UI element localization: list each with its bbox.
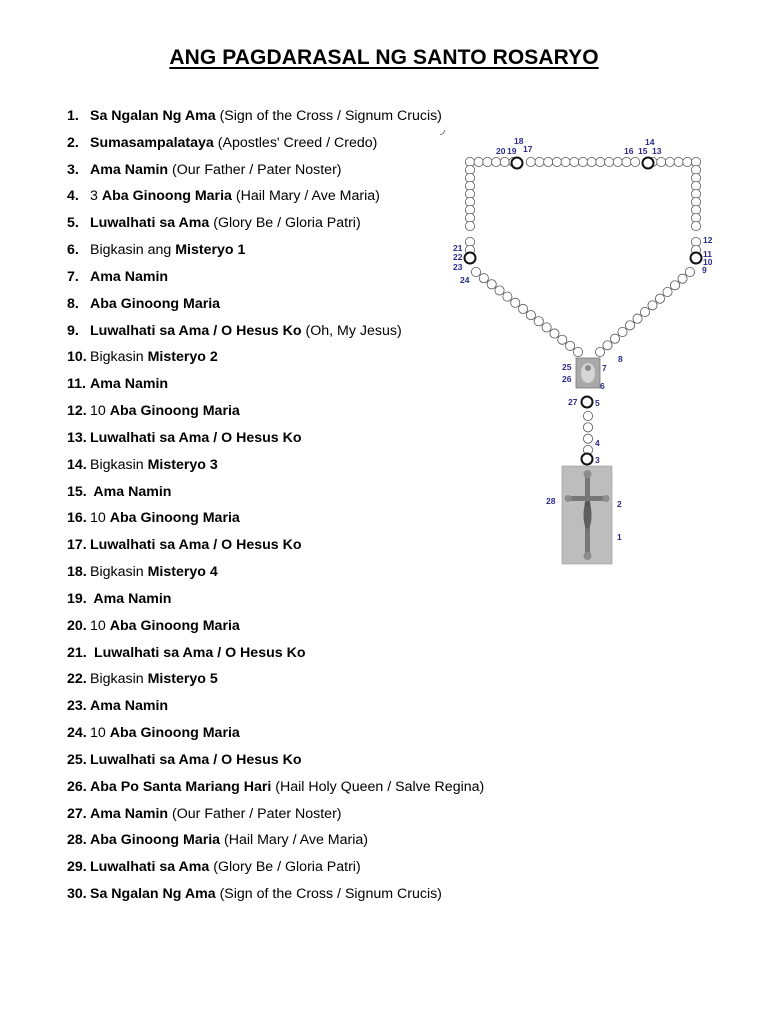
step-number: 1.: [67, 108, 79, 124]
bead-number-label: 26: [562, 374, 572, 384]
step-number: 25.: [67, 751, 87, 768]
step-text: Aba Ginoong Maria: [90, 832, 221, 849]
rosary-bead: [640, 307, 649, 316]
step-number: 20.: [67, 617, 87, 634]
step-text: Misteryo 2: [147, 349, 218, 366]
rosary-bead: [670, 281, 679, 290]
prayer-step: [67, 210, 484, 237]
rosary-bead: [665, 157, 674, 166]
step-text: (Apostles' Creed / Credo): [213, 134, 378, 151]
bead-number-label: 19: [507, 146, 517, 156]
prayer-step: [67, 318, 484, 345]
rosary-bead: [631, 157, 640, 166]
step-text: Bigkasin: [90, 671, 148, 688]
prayer-step: [67, 103, 484, 130]
prayer-step: [67, 291, 484, 318]
rosary-bead: [633, 314, 642, 323]
rosary-bead: [691, 221, 700, 230]
bead-number-label: 15: [638, 146, 648, 156]
step-number: 7.: [67, 268, 79, 285]
rosary-bead: [471, 267, 480, 276]
bead-number-label: 5: [595, 398, 600, 408]
rosary-bead: [495, 286, 504, 295]
step-number: 11.: [67, 376, 86, 393]
step-text: Bigkasin: [90, 349, 148, 366]
step-text: 10: [90, 510, 110, 527]
step-number: 21.: [67, 644, 87, 661]
rosary-big-bead: [582, 397, 593, 408]
step-text: (Oh, My Jesus): [301, 322, 402, 339]
rosary-bead: [479, 274, 488, 283]
step-text: Ama Namin: [90, 805, 169, 822]
rosary-bead: [518, 304, 527, 313]
step-text: Aba Ginoong Maria: [109, 725, 240, 742]
rosary-bead: [570, 157, 579, 166]
medallion-image: [576, 358, 600, 388]
rosary-bead: [535, 157, 544, 166]
rosary-bead: [573, 347, 582, 356]
step-text: Misteryo 3: [147, 456, 218, 473]
prayer-step: [67, 398, 484, 425]
bead-number-label: 17: [523, 144, 533, 154]
step-text: (Hail Holy Queen / Salve Regina): [271, 778, 485, 795]
prayer-step: [67, 264, 484, 291]
rosary-bead: [625, 321, 634, 330]
step-text: Ama Namin: [90, 590, 172, 607]
step-text: 10: [90, 403, 110, 420]
step-number: 8.: [67, 295, 79, 312]
step-number: 2.: [67, 134, 79, 151]
bead-number-label: 14: [645, 137, 655, 147]
rosary-bead: [648, 301, 657, 310]
bead-number-label: 6: [600, 381, 605, 391]
prayer-step: [67, 344, 484, 371]
prayer-step: [67, 559, 484, 586]
rosary-bead: [613, 157, 622, 166]
prayer-step: [67, 827, 484, 854]
step-number: 3.: [67, 161, 79, 178]
bead-number-label: 12: [703, 235, 713, 245]
step-text: Luwalhati sa Ama / O Hesus Ko: [90, 644, 306, 661]
rosary-big-bead: [691, 253, 702, 264]
step-number: 22.: [67, 671, 87, 688]
step-text: Sumasampalataya: [90, 134, 214, 151]
step-text: Ama Namin: [90, 268, 169, 285]
rosary-big-bead: [465, 253, 476, 264]
step-number: 12.: [67, 403, 87, 420]
prayer-step: [67, 371, 484, 398]
step-text: Misteryo 5: [147, 671, 218, 688]
step-number: 10.: [67, 349, 87, 366]
step-text: (Sign of the Cross / Signum Crucis): [215, 886, 442, 903]
page-title: ANG PAGDARASAL NG SANTO ROSARYO: [169, 46, 599, 69]
rosary-bead: [566, 341, 575, 350]
bead-number-label: 3: [595, 455, 600, 465]
step-text: (Our Father / Pater Noster): [168, 805, 342, 822]
rosary-bead: [674, 157, 683, 166]
step-text: (Sign of the Cross / Signum Crucis): [215, 108, 442, 124]
step-text: Luwalhati sa Ama / O Hesus Ko: [90, 751, 302, 768]
step-number: 14.: [67, 456, 87, 473]
step-number: 17.: [67, 537, 87, 554]
rosary-bead: [603, 341, 612, 350]
step-number: 28.: [67, 832, 87, 849]
rosary-bead: [685, 267, 694, 276]
bead-number-label: 4: [595, 438, 600, 448]
rosary-bead: [500, 157, 509, 166]
step-text: Luwalhati sa Ama / O Hesus Ko: [90, 537, 302, 554]
step-text: Aba Ginoong Maria: [109, 617, 240, 634]
rosary-bead: [503, 292, 512, 301]
rosary-big-bead: [643, 158, 654, 169]
prayer-step: [67, 801, 484, 828]
bead-number-label: 28: [546, 496, 556, 506]
rosary-bead: [487, 280, 496, 289]
rosary-bead: [526, 157, 535, 166]
prayer-step: [67, 505, 484, 532]
bead-number-label: 18: [514, 136, 524, 146]
step-text: (Hail Mary / Ave Maria): [220, 832, 369, 849]
step-text: Ama Namin: [90, 161, 169, 178]
prayer-step: [67, 774, 484, 801]
rosary-bead: [663, 287, 672, 296]
rosary-bead: [534, 317, 543, 326]
rosary-bead: [440, 130, 445, 135]
step-text: (Hail Mary / Ave Maria): [231, 188, 380, 205]
step-text: Luwalhati sa Ama / O Hesus Ko: [90, 429, 302, 446]
step-number: 16.: [67, 510, 87, 527]
bead-number-label: 8: [618, 354, 623, 364]
bead-number-label: 20: [496, 146, 506, 156]
rosary-bead: [544, 157, 553, 166]
rosary-bead: [657, 157, 666, 166]
step-number: 23.: [67, 698, 87, 715]
step-text: Sa Ngalan Ng Ama: [90, 886, 216, 903]
rosary-bead: [583, 411, 592, 420]
rosary-bead: [587, 157, 596, 166]
prayer-step: [67, 640, 484, 667]
step-text: Ama Namin: [90, 376, 169, 393]
rosary-bead: [526, 310, 535, 319]
step-text: Luwalhati sa Ama: [90, 859, 210, 876]
prayer-step: [67, 237, 484, 264]
step-text: Aba Ginoong Maria: [109, 403, 240, 420]
step-text: Ama Namin: [90, 698, 169, 715]
prayer-step: [67, 479, 484, 506]
rosary-bead: [610, 334, 619, 343]
prayer-step: [67, 425, 484, 452]
rosary-bead: [622, 157, 631, 166]
step-number: 6.: [67, 242, 79, 259]
prayer-step: [67, 183, 484, 210]
step-text: Aba Ginoong Maria: [90, 295, 221, 312]
step-text: Bigkasin: [90, 456, 148, 473]
step-text: Luwalhati sa Ama: [90, 215, 210, 232]
step-text: 10: [90, 617, 110, 634]
bead-number-label: 21: [453, 243, 463, 253]
rosary-bead: [583, 434, 592, 443]
rosary-bead: [583, 423, 592, 432]
prayer-step: [67, 666, 484, 693]
rosary-bead: [542, 323, 551, 332]
prayer-steps-list: [67, 103, 484, 908]
step-number: 26.: [67, 778, 87, 795]
rosary-bead: [465, 221, 474, 230]
rosary-diagram: [440, 130, 730, 570]
prayer-step: [67, 693, 484, 720]
prayer-step: [67, 586, 484, 613]
prayer-step: [67, 532, 484, 559]
bead-number-label: 10: [703, 257, 713, 267]
prayer-step: [67, 854, 484, 881]
rosary-bead: [683, 157, 692, 166]
bead-number-label: 24: [460, 275, 470, 285]
bead-number-label: 9: [702, 265, 707, 275]
bead-number-label: 1: [617, 532, 622, 542]
step-number: 9.: [67, 322, 79, 339]
step-number: 24.: [67, 725, 87, 742]
step-text: (Glory Be / Gloria Patri): [209, 215, 361, 232]
rosary-bead: [678, 274, 687, 283]
step-text: Aba Ginoong Maria: [101, 188, 232, 205]
step-text: Misteryo 4: [147, 564, 218, 581]
prayer-step: [67, 613, 484, 640]
rosary-bead: [550, 329, 559, 338]
step-number: 19.: [67, 590, 87, 607]
prayer-step: [67, 881, 484, 908]
step-number: 5.: [67, 215, 79, 232]
step-text: (Our Father / Pater Noster): [168, 161, 342, 178]
rosary-bead: [578, 157, 587, 166]
step-text: (Glory Be / Gloria Patri): [209, 859, 361, 876]
rosary-bead: [604, 157, 613, 166]
bead-number-label: 23: [453, 262, 463, 272]
bead-number-label: 13: [652, 146, 662, 156]
step-text: Aba Po Santa Mariang Hari: [90, 778, 272, 795]
bead-number-label: 25: [562, 362, 572, 372]
rosary-big-bead: [582, 454, 593, 465]
step-text: 3: [90, 188, 102, 205]
bead-number-label: 2: [617, 499, 622, 509]
rosary-bead: [474, 157, 483, 166]
rosary-big-bead: [512, 158, 523, 169]
prayer-step: [67, 130, 484, 157]
step-number: 4.: [67, 188, 79, 205]
rosary-bead: [618, 327, 627, 336]
step-number: 13.: [67, 429, 87, 446]
bead-number-label: 11: [703, 249, 712, 259]
step-number: 30.: [67, 886, 87, 903]
step-text: Sa Ngalan Ng Ama: [90, 108, 216, 124]
step-text: Misteryo 1: [175, 242, 246, 259]
rosary-bead: [595, 347, 604, 356]
bead-number-label: 27: [568, 397, 578, 407]
step-number: 27.: [67, 805, 87, 822]
step-number: 18.: [67, 564, 87, 581]
step-text: Ama Namin: [90, 483, 172, 500]
bead-number-label: 16: [624, 146, 634, 156]
rosary-bead: [511, 298, 520, 307]
rosary-bead: [596, 157, 605, 166]
prayer-step: [67, 720, 484, 747]
step-text: Bigkasin ang: [90, 242, 176, 259]
prayer-step: [67, 157, 484, 184]
prayer-step: [67, 747, 484, 774]
bead-number-label: 22: [453, 252, 463, 262]
rosary-bead: [558, 335, 567, 344]
step-text: Bigkasin: [90, 564, 148, 581]
rosary-bead: [561, 157, 570, 166]
step-text: Aba Ginoong Maria: [109, 510, 240, 527]
step-text: 10: [90, 725, 110, 742]
rosary-bead: [655, 294, 664, 303]
step-number: 29.: [67, 859, 87, 876]
rosary-bead: [491, 157, 500, 166]
prayer-step: [67, 452, 484, 479]
crucifix-image: [562, 466, 612, 564]
rosary-bead: [483, 157, 492, 166]
step-text: Luwalhati sa Ama / O Hesus Ko: [90, 322, 302, 339]
bead-number-label: 7: [602, 363, 607, 373]
rosary-bead: [552, 157, 561, 166]
step-number: 15.: [67, 483, 87, 500]
